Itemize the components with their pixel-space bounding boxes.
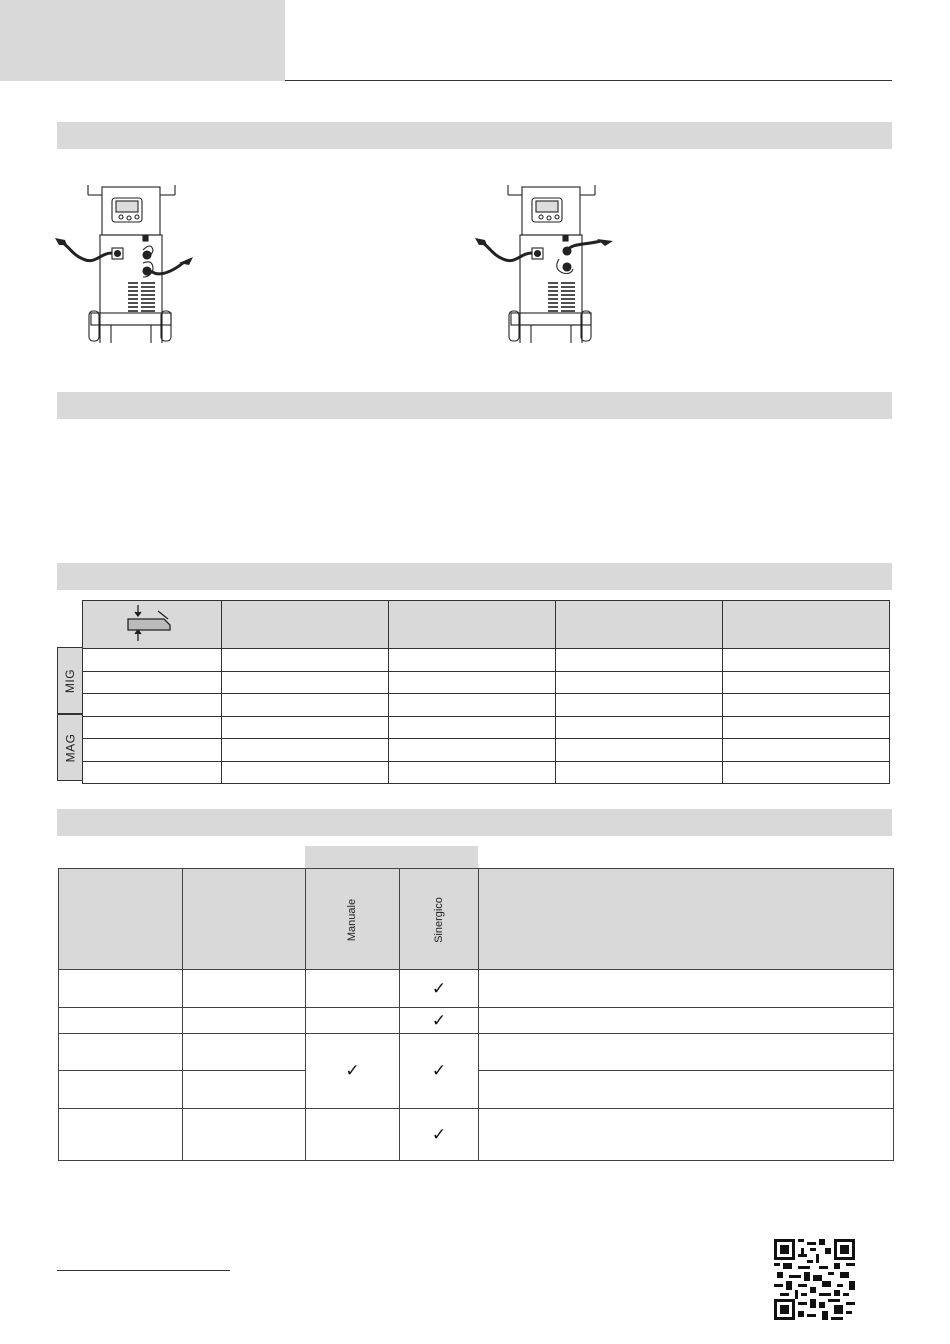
- thickness-table-header: [83, 601, 890, 649]
- table-row: [59, 1034, 894, 1071]
- section-bar-2: [57, 392, 892, 419]
- header-cell: [389, 601, 556, 649]
- section-bar-4: [57, 809, 892, 836]
- table-row: [83, 739, 890, 762]
- modes-table-header: [59, 869, 894, 970]
- check-icon: ✓: [431, 1124, 447, 1144]
- header-synergic: Sinergico: [400, 869, 479, 970]
- footnote-rule: [57, 1270, 230, 1271]
- table-row: [59, 1109, 894, 1161]
- header-block: [0, 0, 285, 81]
- check-icon: ✓: [431, 978, 447, 998]
- header-cell: [556, 601, 723, 649]
- welding-machine-illustration-1: [55, 183, 195, 345]
- table-row: [83, 716, 890, 739]
- table-row: [59, 970, 894, 1008]
- header-cell: [222, 601, 389, 649]
- header-cell: [183, 869, 306, 970]
- mode-group-header: [305, 846, 478, 868]
- header-cell: [479, 869, 894, 970]
- table-row: [83, 761, 890, 784]
- table-row: [83, 649, 890, 672]
- group-label-mag: MAG: [57, 714, 82, 781]
- thickness-table: [82, 600, 890, 784]
- header-rule: [285, 80, 892, 81]
- welding-machine-illustration-2: [475, 183, 615, 345]
- group-label-mig: MIG: [57, 647, 82, 714]
- check-icon: ✓: [431, 1010, 447, 1030]
- welding-modes-table: [58, 868, 894, 1161]
- section-bar-1: [57, 122, 892, 149]
- plate-thickness-icon: [122, 603, 182, 643]
- check-icon: ✓: [431, 1061, 447, 1080]
- table-row: [83, 694, 890, 717]
- qr-code: [774, 1239, 855, 1320]
- thickness-column-header: [83, 601, 222, 649]
- table-row: [59, 1008, 894, 1034]
- section-bar-3: [57, 563, 892, 590]
- header-cell: [723, 601, 890, 649]
- table-row: [83, 671, 890, 694]
- header-cell: [59, 869, 183, 970]
- header-manual: Manuale: [306, 869, 400, 970]
- check-icon: ✓: [345, 1061, 360, 1080]
